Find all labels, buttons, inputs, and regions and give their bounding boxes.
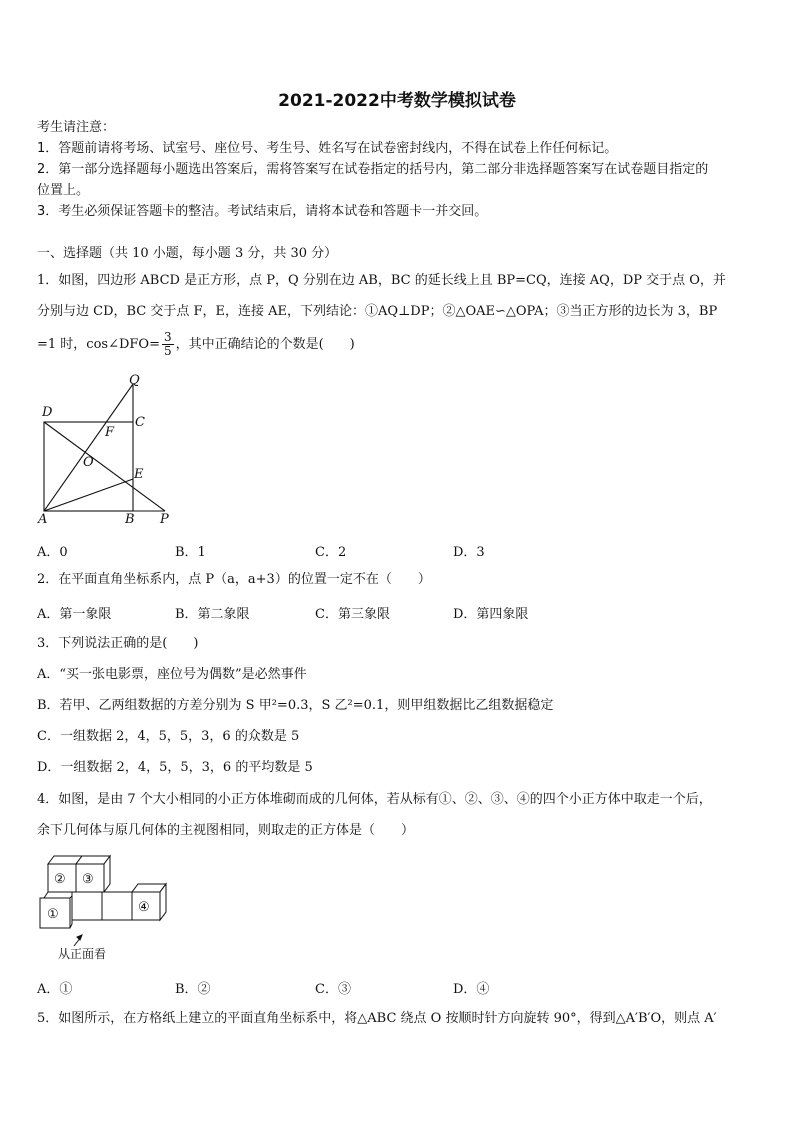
q2-choice-c: C．第三象限 [315, 607, 390, 622]
notice-heading: 考生请注意： [37, 120, 116, 135]
label-f: F [105, 425, 115, 440]
q4-line-2: 余下几何体与原几何体的主视图相同，则取走的正方体是（ ） [37, 823, 415, 838]
q3-option-b: B．若甲、乙两组数据的方差分别为 S 甲²=0.3，S 乙²=0.1，则甲组数据比乙组数据稳定 [37, 698, 554, 713]
q1-choice-d: D．3 [453, 545, 485, 560]
cube-front-2 [72, 892, 102, 920]
q3-option-d: D．一组数据 2，4，5，5，3，6 的平均数是 5 [37, 760, 313, 775]
fraction [162, 331, 174, 358]
notice-item-1: 1．答题前请将考场、试室号、座位号、考生号、姓名写在试卷密封线内，不得在试卷上作任何标记。 [37, 141, 618, 156]
q5-text: 5．如图所示，在方格纸上建立的平面直角坐标系中，将△ABC 绕点 O 按顺时针方向旋转 90°，得到△A′B′O，则点 A′ [37, 1011, 717, 1026]
cube-label-3: ③ [82, 872, 94, 887]
label-o: O [83, 455, 94, 470]
arrow-icon [74, 935, 82, 946]
fraction-denominator: 5 [163, 344, 172, 358]
cube-front-3 [102, 892, 132, 920]
q1-line-2: 分别与边 CD，BC 交于点 F，E，连接 AE，下列结论：①AQ⊥DP；②△OAE∽△OPA；③当正方形的边长为 3，BP [37, 304, 718, 319]
page-title: 2021-2022中考数学模拟试卷 [278, 91, 516, 111]
label-b: B [125, 512, 135, 527]
q2-choice-d: D．第四象限 [453, 607, 529, 622]
q4-choice-b: B．② [175, 982, 211, 997]
label-q: Q [129, 373, 140, 388]
q1-line-3 [37, 328, 767, 362]
q1-line-3-pre: =1 时，cos∠DFO= [37, 337, 160, 352]
q4-choices [37, 978, 767, 996]
q2-text: 2．在平面直角坐标系内，点 P（a，a+3）的位置一定不在（ ） [37, 572, 431, 587]
q1-choices [37, 541, 767, 559]
q1-choice-a: A．0 [37, 545, 68, 560]
cube-label-1: ① [47, 907, 59, 922]
notice-item-2: 2．第一部分选择题每小题选出答案后，需将答案写在试卷指定的括号内，第二部分非选择题答案写在试卷题目指定的 [37, 162, 709, 177]
q1-line-1: 1．如图，四边形 ABCD 是正方形，点 P，Q 分别在边 AB，BC 的延长线上且 BP=CQ，连接 AQ，DP 交于点 O，并 [37, 273, 726, 288]
q1-choice-c: C．2 [315, 545, 347, 560]
label-e: E [134, 467, 144, 482]
q4-choice-d: D．④ [453, 982, 490, 997]
q3-option-c: C．一组数据 2，4，5，5，3，6 的众数是 5 [37, 729, 300, 744]
label-c: C [135, 415, 145, 430]
q4-choice-a: A．① [37, 982, 73, 997]
label-p: P [160, 512, 169, 527]
fraction-numerator: 3 [163, 330, 172, 344]
notice-item-2-cont: 位置上。 [37, 183, 90, 198]
q4-choice-c: C．③ [315, 982, 351, 997]
q1-line-3-post: ，其中正确结论的个数是( ) [175, 337, 355, 352]
q2-choices [37, 603, 767, 621]
q2-choice-a: A．第一象限 [37, 607, 112, 622]
label-a: A [38, 512, 48, 527]
view-caption: 从正面看 [58, 947, 107, 961]
cube-label-2: ② [54, 872, 66, 887]
notice-item-3: 3．考生必须保证答题卡的整洁。考试结束后，请将本试卷和答题卡一并交回。 [37, 204, 488, 219]
q1-choice-b: B．1 [175, 545, 206, 560]
label-d: D [42, 405, 53, 420]
section-heading: 一、选择题（共 10 小题，每小题 3 分，共 30 分） [37, 246, 338, 261]
q3-option-a: A．“买一张电影票，座位号为偶数”是必然事件 [37, 667, 307, 682]
segment-ae [44, 479, 133, 511]
segment-aq [44, 384, 133, 511]
q4-line-1: 4．如图，是由 7 个大小相同的小正方体堆砌而成的几何体，若从标有①、②、③、④的四个小正方体中取走一个后， [37, 792, 712, 807]
cube-label-4: ④ [138, 900, 150, 915]
q4-figure [34, 852, 184, 964]
q2-choice-b: B．第二象限 [175, 607, 250, 622]
q1-figure [30, 370, 180, 530]
q3-text: 3．下列说法正确的是( ) [37, 636, 199, 651]
